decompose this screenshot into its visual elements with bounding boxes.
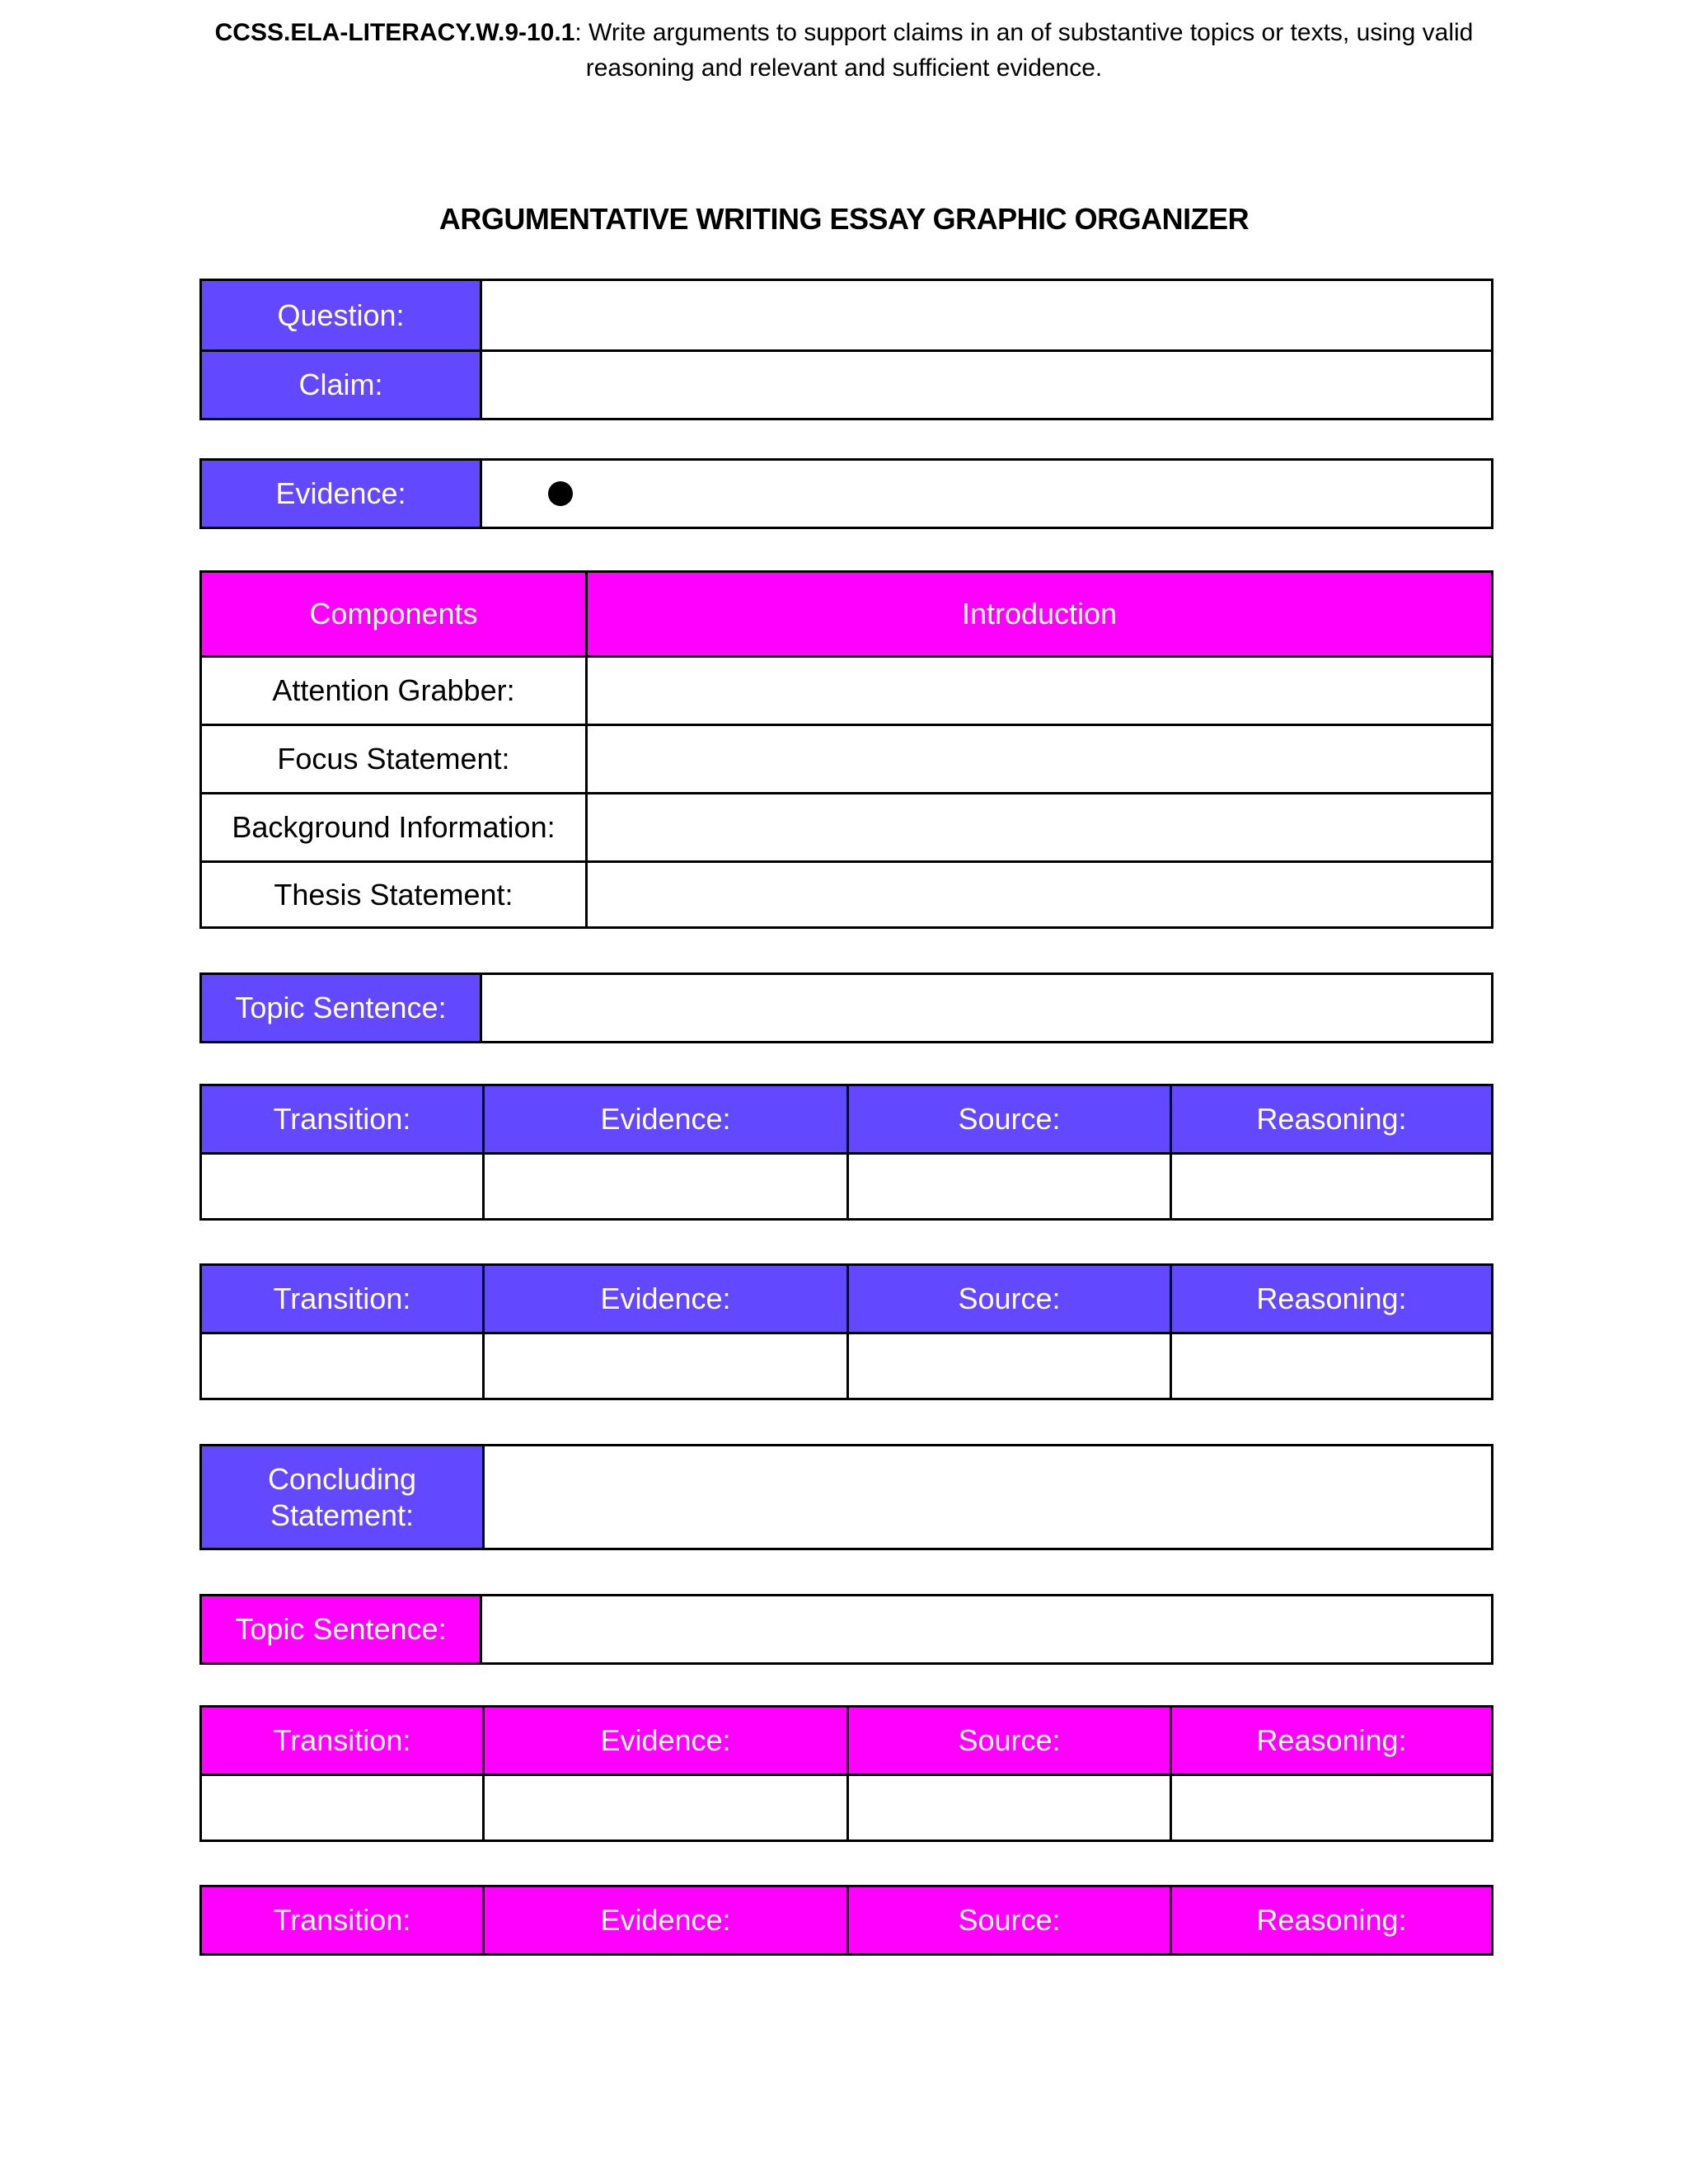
transition-header: Transition:	[202, 1708, 482, 1774]
reasoning-header: Reasoning:	[1170, 1887, 1491, 1953]
concluding-statement-input-cell[interactable]	[482, 1446, 1491, 1548]
body1-table1-header-row	[202, 1086, 1491, 1152]
body1-table2-header-row	[202, 1266, 1491, 1332]
evidence-table	[199, 458, 1493, 529]
standard-text-line2: reasoning and relevant and sufficient evidence.	[585, 54, 1103, 82]
evidence-header: Evidence:	[482, 1708, 846, 1774]
page-title: ARGUMENTATIVE WRITING ESSAY GRAPHIC ORGANIZER	[438, 202, 1250, 236]
body1-evidence-table-2	[199, 1263, 1493, 1400]
concluding-statement-label	[202, 1446, 482, 1548]
question-claim-table	[199, 279, 1493, 420]
source-input-cell[interactable]	[846, 1776, 1170, 1840]
bullet-point-icon	[548, 481, 573, 506]
evidence-header: Evidence:	[482, 1266, 846, 1332]
reasoning-input-cell[interactable]	[1170, 1155, 1491, 1218]
transition-input-cell[interactable]	[202, 1155, 482, 1218]
transition-input-cell[interactable]	[202, 1776, 482, 1840]
body2-table1-input-row	[202, 1774, 1491, 1840]
body2-table2-header-row	[202, 1887, 1491, 1953]
concluding-label-line2: Statement:	[270, 1497, 415, 1532]
reasoning-header: Reasoning:	[1170, 1266, 1491, 1332]
evidence-input-cell[interactable]	[482, 1776, 846, 1840]
body1-topic-label: Topic Sentence:	[202, 975, 480, 1041]
focus-statement-label: Focus Statement:	[277, 742, 510, 776]
body1-topic-input-cell[interactable]	[480, 975, 1491, 1041]
body1-evidence-table-1	[199, 1084, 1493, 1221]
thesis-statement-label: Thesis Statement:	[274, 877, 513, 912]
source-input-cell[interactable]	[846, 1155, 1170, 1218]
standard-statement	[165, 15, 1523, 86]
thesis-statement-row	[202, 860, 1491, 926]
transition-header: Transition:	[202, 1086, 482, 1152]
source-header: Source:	[846, 1266, 1170, 1332]
body2-table1-header-row	[202, 1708, 1491, 1774]
standard-code: CCSS.ELA-LITERACY.W.9-10.1	[214, 19, 575, 46]
source-header: Source:	[846, 1086, 1170, 1152]
background-information-row	[202, 792, 1491, 860]
components-header: Components	[202, 573, 585, 655]
introduction-header-row	[202, 573, 1491, 655]
transition-input-cell[interactable]	[202, 1334, 482, 1398]
body2-topic-input-cell[interactable]	[480, 1596, 1491, 1662]
thesis-statement-input-cell[interactable]	[585, 863, 1491, 926]
question-label: Question:	[202, 281, 480, 349]
introduction-header: Introduction	[585, 573, 1491, 655]
question-row	[202, 281, 1491, 349]
transition-header: Transition:	[202, 1887, 482, 1953]
background-information-label: Background Information:	[232, 810, 556, 844]
reasoning-header: Reasoning:	[1170, 1086, 1491, 1152]
body1-topic-row	[202, 975, 1491, 1041]
transition-header: Transition:	[202, 1266, 482, 1332]
body2-topic-table	[199, 1594, 1493, 1665]
claim-input-cell[interactable]	[480, 352, 1491, 418]
evidence-row	[202, 461, 1491, 527]
claim-label: Claim:	[202, 352, 480, 418]
focus-statement-row	[202, 724, 1491, 792]
attention-grabber-row	[202, 655, 1491, 724]
background-information-input-cell[interactable]	[585, 794, 1491, 860]
attention-grabber-input-cell[interactable]	[585, 658, 1491, 724]
body2-topic-row	[202, 1596, 1491, 1662]
body2-topic-label: Topic Sentence:	[202, 1596, 480, 1662]
evidence-input-cell[interactable]	[480, 461, 1491, 527]
body2-evidence-table-1	[199, 1705, 1493, 1842]
evidence-input-cell[interactable]	[482, 1155, 846, 1218]
introduction-table	[199, 570, 1493, 929]
evidence-header: Evidence:	[482, 1887, 846, 1953]
source-input-cell[interactable]	[846, 1334, 1170, 1398]
body1-concluding-row	[202, 1446, 1491, 1548]
body1-table2-input-row	[202, 1332, 1491, 1398]
source-header: Source:	[846, 1708, 1170, 1774]
body1-table1-input-row	[202, 1152, 1491, 1218]
evidence-input-cell[interactable]	[482, 1334, 846, 1398]
source-header: Source:	[846, 1887, 1170, 1953]
evidence-header: Evidence:	[482, 1086, 846, 1152]
reasoning-input-cell[interactable]	[1170, 1334, 1491, 1398]
evidence-label: Evidence:	[202, 461, 480, 527]
question-input-cell[interactable]	[480, 281, 1491, 349]
reasoning-input-cell[interactable]	[1170, 1776, 1491, 1840]
body1-topic-table	[199, 972, 1493, 1043]
attention-grabber-label: Attention Grabber:	[272, 673, 515, 707]
claim-row	[202, 349, 1491, 418]
focus-statement-input-cell[interactable]	[585, 726, 1491, 792]
standard-text-line1: : Write arguments to support claims in an of substantive topics or texts, using valid	[574, 19, 1474, 46]
concluding-label-line1: Concluding	[267, 1461, 417, 1496]
reasoning-header: Reasoning:	[1170, 1708, 1491, 1774]
body2-evidence-table-2	[199, 1885, 1493, 1956]
body1-concluding-table	[199, 1444, 1493, 1550]
